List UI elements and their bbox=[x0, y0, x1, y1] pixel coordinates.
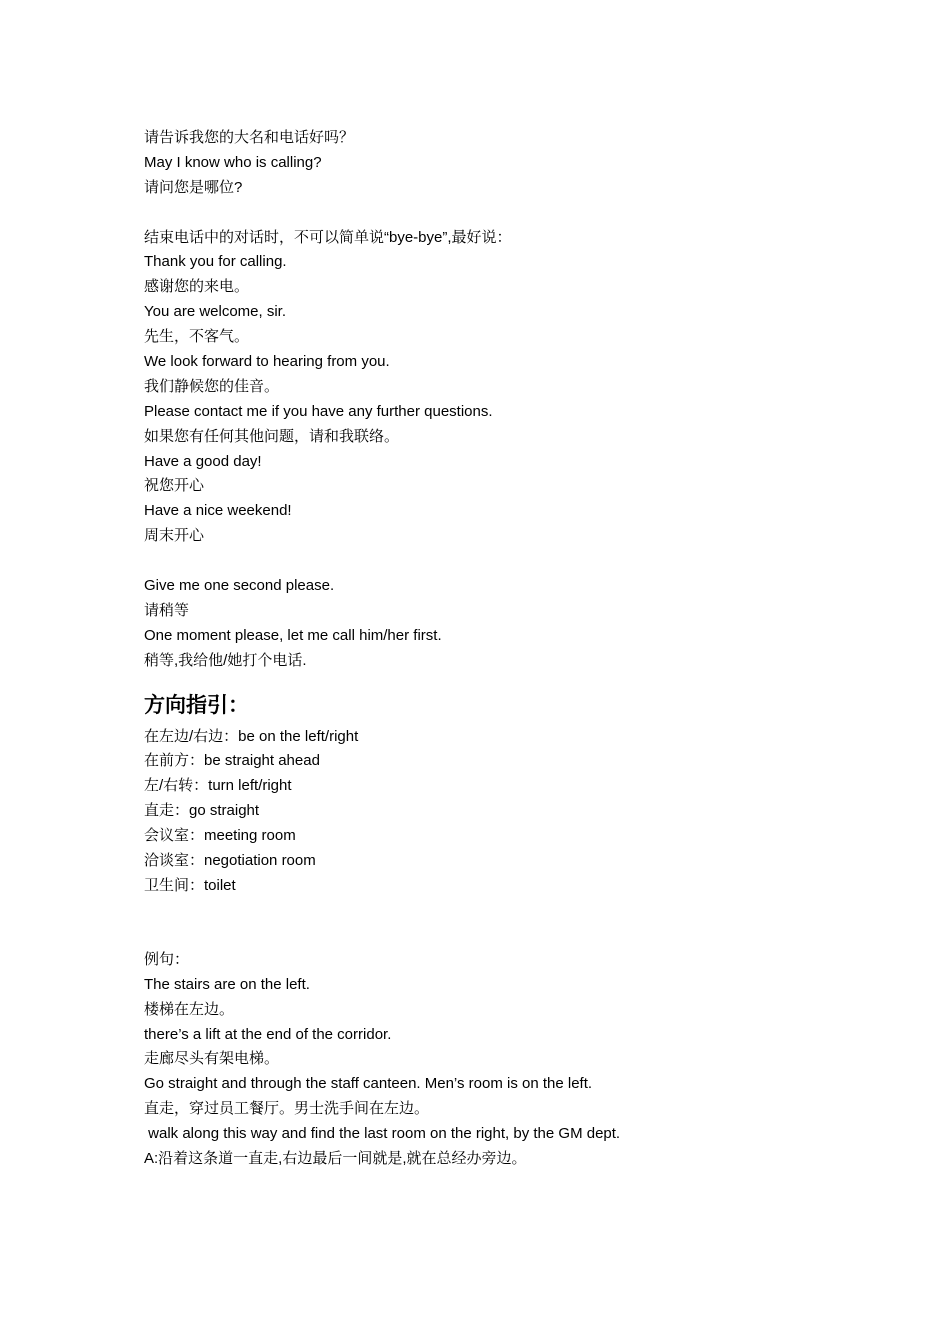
text-line: May I know who is calling? bbox=[144, 153, 322, 171]
text-line: 先生，不客气。 bbox=[144, 328, 250, 346]
text-line: 稍等,我给他/她打个电话. bbox=[144, 651, 307, 669]
text-line: One moment please, let me call him/her first. bbox=[144, 626, 442, 644]
text-line: 卫生间：toilet bbox=[144, 876, 236, 894]
section-directions-vocab bbox=[144, 725, 844, 899]
document-body bbox=[144, 126, 844, 1172]
text-line: 请问您是哪位? bbox=[144, 178, 243, 196]
text-line: Thank you for calling. bbox=[144, 253, 287, 271]
text-line: 直走：go straight bbox=[144, 802, 260, 820]
text-line: 在左边/右边：be on the left/right bbox=[144, 727, 359, 745]
text-line: 感谢您的来电。 bbox=[144, 278, 250, 296]
section-heading-directions: 方向指引： bbox=[144, 693, 249, 717]
text-line: Give me one second please. bbox=[144, 577, 335, 595]
text-line: Have a nice weekend! bbox=[144, 502, 292, 520]
text-line: 直走，穿过员工餐厅。男士洗手间在左边。 bbox=[144, 1100, 430, 1118]
text-line: Have a good day! bbox=[144, 452, 262, 470]
blank-line bbox=[144, 549, 844, 574]
text-line: walk along this way and find the last room on the right, by the GM dept. bbox=[144, 1125, 621, 1143]
text-line: 结束电话中的对话时，不可以简单说“bye-bye”,最好说： bbox=[144, 228, 512, 246]
text-line: 请告诉我您的大名和电话好吗？ bbox=[144, 129, 355, 146]
text-line: 会议室：meeting room bbox=[144, 827, 296, 845]
text-line: You are welcome, sir. bbox=[144, 303, 287, 321]
blank-space bbox=[144, 899, 844, 948]
text-line: there’s a lift at the end of the corridor. bbox=[144, 1025, 392, 1043]
text-line: 洽谈室：negotiation room bbox=[144, 852, 316, 870]
text-line: The stairs are on the left. bbox=[144, 975, 310, 993]
text-line: 祝您开心 bbox=[144, 477, 205, 495]
text-line: A:沿着这条道一直走,右边最后一间就是,就在总经办旁边。 bbox=[144, 1149, 527, 1167]
text-line: 左/右转：turn left/right bbox=[144, 777, 292, 795]
section-hold-please bbox=[144, 574, 844, 674]
text-line: 我们静候您的佳音。 bbox=[144, 377, 280, 395]
text-line: 在前方：be straight ahead bbox=[144, 752, 320, 770]
blank-line bbox=[144, 201, 844, 226]
text-line: 周末开心 bbox=[144, 527, 205, 545]
text-line: 例句： bbox=[144, 950, 190, 968]
text-line: 走廊尽头有架电梯。 bbox=[144, 1050, 280, 1068]
section-example-sentences bbox=[144, 948, 844, 1172]
text-line: Please contact me if you have any further questions. bbox=[144, 402, 493, 420]
section-caller-identity bbox=[144, 126, 844, 201]
section-ending-call bbox=[144, 226, 844, 550]
text-line: 如果您有任何其他问题，请和我联络。 bbox=[144, 427, 400, 445]
text-line: Go straight and through the staff canteen. Men’s room is on the left. bbox=[144, 1075, 593, 1093]
text-line: 请稍等 bbox=[144, 601, 190, 619]
text-line: We look forward to hearing from you. bbox=[144, 353, 390, 371]
text-line: 楼梯在左边。 bbox=[144, 1000, 235, 1018]
